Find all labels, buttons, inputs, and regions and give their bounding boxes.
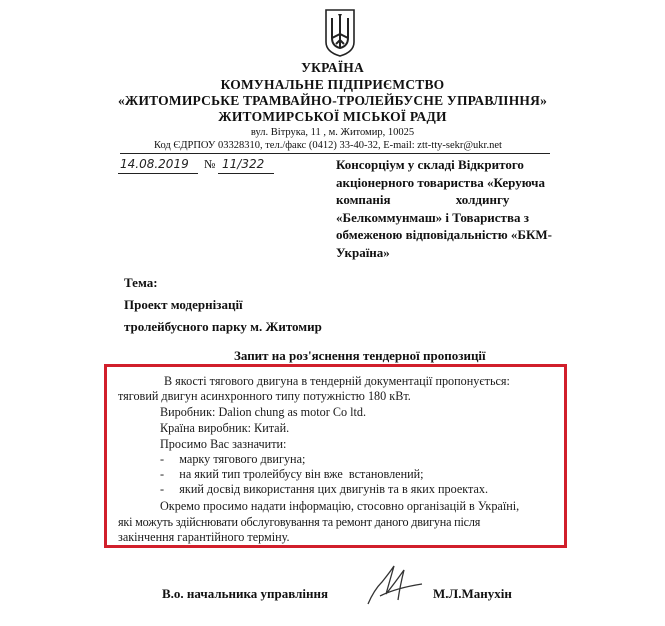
addressee-block — [336, 156, 558, 261]
request-line: тяговий двигун асинхронного типу потужністю 180 кВт. — [118, 389, 411, 403]
country-name: УКРАЇНА — [301, 60, 364, 75]
handwritten-signature-icon — [360, 560, 430, 610]
signatory-name: М.Л.Манухін — [433, 586, 512, 601]
addressee-line: компанія холдингу — [336, 192, 510, 207]
addressee-line: акціонерного товариства «Керуюча — [336, 174, 545, 190]
signatory-position: В.о. начальника управління — [162, 586, 329, 601]
org-contacts: Код ЄДРПОУ 03328310, тел./факс (0412) 33-40-32, E-mail: ztt-tty-sekr@ukr.net — [154, 140, 502, 151]
request-list-item: - на який тип тролейбусу він вже встановлений; — [160, 467, 424, 481]
number-underline — [218, 173, 274, 174]
org-type: КОМУНАЛЬНЕ ПІДПРИЄМСТВО — [220, 77, 445, 92]
trident-emblem-icon — [322, 8, 358, 58]
request-line: Просимо Вас зазначити: — [160, 437, 287, 451]
number-sign: № — [204, 157, 216, 171]
request-line: Виробник: Dalion chung as motor Co ltd. — [160, 405, 367, 419]
org-address: вул. Вітрука, 11 , м. Житомир, 10025 — [250, 127, 415, 138]
letter-number: 11/322 — [222, 157, 265, 171]
addressee-line: Україна» — [336, 244, 390, 260]
subject-label: Тема: — [124, 275, 158, 290]
request-title: Запит на роз'яснення тендерної пропозиції — [234, 348, 486, 363]
org-owner: ЖИТОМИРСЬКОЇ МІСЬКОЇ РАДИ — [218, 109, 447, 124]
subject-line-1: Проект модернізації — [124, 297, 243, 312]
addressee-line: Консорціум у складі Відкритого — [336, 157, 524, 172]
request-line: В якості тягового двигуна в тендерній документації пропонується: — [164, 374, 510, 388]
request-line: які можуть здійснювати обслуговування та ремонт даного двигуна після — [118, 515, 481, 529]
letterhead-divider — [120, 153, 550, 154]
request-line: Окремо просимо надати інформацію, стосовно організацій в Україні, — [160, 499, 520, 513]
letter-date: 14.08.2019 — [120, 157, 189, 171]
request-list-item: - який досвід використання цих двигунів та в яких проектах. — [160, 482, 489, 496]
request-line: закінчення гарантійного терміну. — [118, 530, 290, 544]
org-name: «ЖИТОМИРСЬКЕ ТРАМВАЙНО-ТРОЛЕЙБУСНЕ УПРАВЛІННЯ» — [117, 93, 548, 108]
addressee-line: обмеженою відповідальністю «БКМ- — [336, 227, 552, 242]
addressee-line: «Белкоммунмаш» і Товариства з — [336, 209, 529, 225]
subject-line-2: тролейбусного парку м. Житомир — [124, 319, 322, 334]
request-list-item: - марку тягового двигуна; — [160, 452, 306, 466]
date-underline — [118, 173, 198, 174]
request-line: Країна виробник: Китай. — [160, 421, 290, 435]
